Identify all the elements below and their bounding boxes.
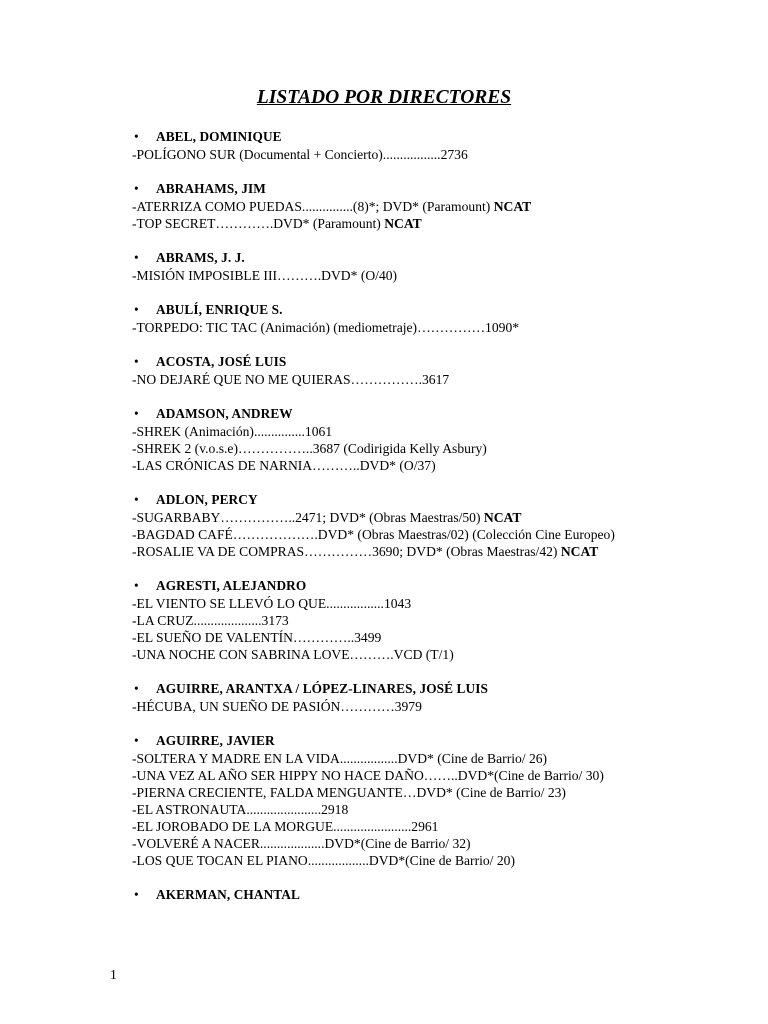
film-entry-text: -ROSALIE VA DE COMPRAS……………3690; DVD* (Obras Maestras/42): [132, 544, 561, 559]
catalog-tag: NCAT: [493, 199, 532, 214]
film-entry-text: -HÉCUBA, UN SUEÑO DE PASIÓN…………3979: [132, 699, 422, 714]
film-entry-text: -SHREK (Animación)...............1061: [132, 424, 333, 439]
director-name-text: ABEL, DOMINIQUE: [156, 129, 282, 144]
director-list: [132, 128, 659, 920]
bullet-icon: •: [134, 129, 139, 144]
page-number: 1: [110, 967, 117, 982]
director-name: [132, 405, 659, 422]
director-name-text: AGRESTI, ALEJANDRO: [156, 578, 307, 593]
bullet-icon: •: [134, 406, 139, 421]
film-entry-text: -BAGDAD CAFÉ……………….DVD* (Obras Maestras/02) (Colección Cine Europeo): [132, 527, 615, 542]
film-entry: [132, 440, 659, 457]
director-name: [132, 353, 659, 370]
film-entry-text: -LOS QUE TOCAN EL PIANO..................DVD*(Cine de Barrio/ 20): [132, 853, 515, 868]
film-entry: [132, 767, 659, 784]
film-entry: [132, 526, 659, 543]
bullet-icon: •: [134, 302, 139, 317]
film-entry-text: -UNA NOCHE CON SABRINA LOVE……….VCD (T/1): [132, 647, 454, 662]
catalog-tag: NCAT: [483, 510, 522, 525]
film-entry: [132, 801, 659, 818]
director-name: [132, 680, 659, 697]
director-name-text: ABRAMS, J. J.: [156, 250, 245, 265]
director-name: [132, 249, 659, 266]
catalog-tag: NCAT: [384, 216, 422, 231]
film-entry-text: -POLÍGONO SUR (Documental + Concierto).................2736: [132, 147, 468, 162]
bullet-icon: •: [134, 681, 139, 696]
film-entry: [132, 457, 659, 474]
director-name: [132, 732, 659, 749]
film-entry-text: -EL ASTRONAUTA......................2918: [132, 802, 349, 817]
director-name-text: ADAMSON, ANDREW: [156, 406, 293, 421]
director-name-text: AGUIRRE, ARANTXA / LÓPEZ-LINARES, JOSÉ LUIS: [156, 681, 488, 696]
film-entry-text: -EL SUEÑO DE VALENTÍN…………..3499: [132, 630, 382, 645]
director-name: [132, 886, 659, 903]
bullet-icon: •: [134, 578, 139, 593]
film-entry: [132, 215, 659, 232]
film-entry: [132, 852, 659, 869]
director-name: [132, 301, 659, 318]
director-name-text: AKERMAN, CHANTAL: [156, 887, 300, 902]
bullet-icon: •: [134, 492, 139, 507]
director-name-text: ABRAHAMS, JIM: [156, 181, 266, 196]
bullet-icon: •: [134, 354, 139, 369]
director-name: [132, 577, 659, 594]
film-entry-text: -NO DEJARÉ QUE NO ME QUIERAS…………….3617: [132, 372, 450, 387]
film-entry: [132, 818, 659, 835]
film-entry-text: -SUGARBABY……………..2471; DVD* (Obras Maestras/50): [132, 510, 484, 525]
film-entry-text: -EL VIENTO SE LLEVÓ LO QUE.................1043: [132, 596, 412, 611]
film-entry-text: -ATERRIZA COMO PUEDAS...............(8)*; DVD* (Paramount): [132, 199, 494, 214]
film-entry: [132, 543, 659, 560]
film-entry: [132, 198, 659, 215]
director-section: [132, 353, 659, 388]
director-name: [132, 180, 659, 197]
director-section: [132, 249, 659, 284]
director-section: [132, 732, 659, 869]
director-name-text: ACOSTA, JOSÉ LUIS: [156, 354, 287, 369]
film-entry-text: -LAS CRÓNICAS DE NARNIA………..DVD* (O/37): [132, 458, 436, 473]
film-entry-text: -MISIÓN IMPOSIBLE III……….DVD* (O/40): [132, 268, 398, 283]
film-entry: [132, 629, 659, 646]
director-section: [132, 301, 659, 336]
bullet-icon: •: [134, 887, 139, 902]
film-entry-text: -SHREK 2 (v.o.s.e)……………..3687 (Codirigida Kelly Asbury): [132, 441, 487, 456]
director-name: [132, 128, 659, 145]
film-entry: [132, 595, 659, 612]
film-entry-text: -VOLVERÉ A NACER...................DVD*(Cine de Barrio/ 32): [132, 836, 471, 851]
director-section: [132, 491, 659, 560]
page-title: LISTADO POR DIRECTORES: [256, 87, 512, 108]
film-entry: [132, 267, 659, 284]
film-entry-text: -LA CRUZ....................3173: [132, 613, 289, 628]
director-name-text: ADLON, PERCY: [156, 492, 258, 507]
bullet-icon: •: [134, 733, 139, 748]
film-entry: [132, 319, 659, 336]
director-section: [132, 886, 659, 903]
film-entry: [132, 835, 659, 852]
film-entry: [132, 146, 659, 163]
director-section: [132, 577, 659, 663]
film-entry: [132, 612, 659, 629]
catalog-tag: NCAT: [560, 544, 599, 559]
film-entry-text: -SOLTERA Y MADRE EN LA VIDA.................DVD* (Cine de Barrio/ 26): [132, 751, 548, 766]
director-section: [132, 180, 659, 232]
film-entry: [132, 423, 659, 440]
film-entry: [132, 698, 659, 715]
film-entry: [132, 646, 659, 663]
director-name: [132, 491, 659, 508]
director-section: [132, 405, 659, 474]
director-section: [132, 128, 659, 163]
bullet-icon: •: [134, 181, 139, 196]
film-entry-text: -UNA VEZ AL AÑO SER HIPPY NO HACE DAÑO……..DVD*(Cine de Barrio/ 30): [132, 768, 604, 783]
film-entry: [132, 509, 659, 526]
film-entry: [132, 371, 659, 388]
director-name-text: ABULÍ, ENRIQUE S.: [156, 302, 283, 317]
film-entry-text: -PIERNA CRECIENTE, FALDA MENGUANTE…DVD* (Cine de Barrio/ 23): [132, 785, 566, 800]
director-name-text: AGUIRRE, JAVIER: [156, 733, 275, 748]
film-entry-text: -TOP SECRET………….DVD* (Paramount): [132, 216, 385, 231]
bullet-icon: •: [134, 250, 139, 265]
film-entry: [132, 784, 659, 801]
director-section: [132, 680, 659, 715]
film-entry: [132, 750, 659, 767]
film-entry-text: -TORPEDO: TIC TAC (Animación) (mediometraje)……………1090*: [132, 320, 520, 335]
film-entry-text: -EL JOROBADO DE LA MORGUE.......................2961: [132, 819, 439, 834]
